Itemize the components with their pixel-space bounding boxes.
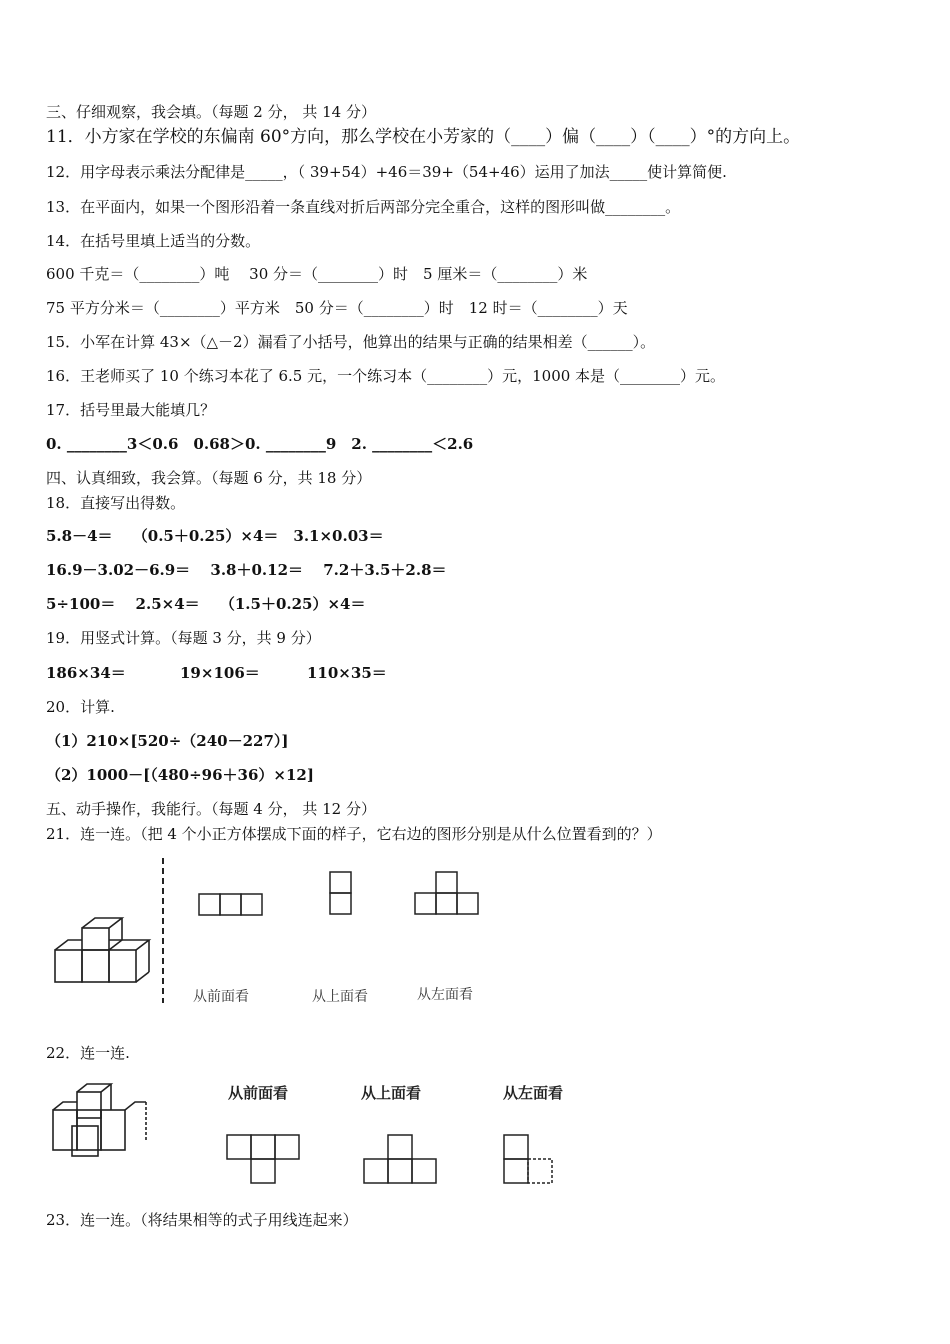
question-12: 12．用字母表示乘法分配律是_____，（ 39+54）+46＝39+（54+46）运用了加法_____使计算简便.	[46, 163, 727, 181]
question-18-row-3: 5÷100＝ 2.5×4＝ （1.5＋0.25）×4＝	[46, 595, 366, 613]
q22-caption-left: 从左面看	[503, 1084, 564, 1102]
question-19-item-1: 186×34＝	[46, 664, 126, 682]
question-17: 17．括号里最大能填几？	[46, 401, 216, 419]
q22-caption-front: 从前面看	[228, 1084, 289, 1102]
question-14-row-2: 75 平方分米＝（________）平方米 50 分＝（________）时 12 时＝（________）天	[46, 299, 628, 317]
question-20-part-2: （2）1000－[（480÷96＋36）×12]	[46, 766, 314, 784]
q21-cube-stack-figure	[50, 910, 155, 990]
question-14: 14．在括号里填上适当的分数。	[46, 232, 261, 250]
section-3-header: 三、仔细观察，我会填。（每题 2 分， 共 14 分）	[46, 103, 376, 121]
question-13: 13．在平面内，如果一个图形沿着一条直线对折后两部分完全重合，这样的图形叫做________。	[46, 198, 681, 216]
question-18-row-1: 5.8－4＝ （0.5＋0.25）×4＝ 3.1×0.03＝	[46, 527, 384, 545]
section-5-header: 五、动手操作，我能行。（每题 4 分， 共 12 分）	[46, 800, 376, 818]
q21-top-view-shape	[329, 871, 353, 917]
question-16: 16．王老师买了 10 个练习本花了 6.5 元，一个练习本（________）元，1000 本是（________）元。	[46, 367, 726, 385]
question-11: 11．小方家在学校的东偏南 60°方向，那么学校在小芳家的（____）偏（____）（____）°的方向上。	[46, 127, 801, 147]
question-18-row-2: 16.9－3.02－6.9＝ 3.8＋0.12＝ 7.2＋3.5＋2.8＝	[46, 561, 447, 579]
q22-caption-top: 从上面看	[361, 1084, 422, 1102]
question-20: 20．计算.	[46, 698, 115, 716]
question-20-part-1: （1）210×[520÷（240－227）]	[46, 732, 289, 750]
question-23: 23．连一连。（将结果相等的式子用线连起来）	[46, 1211, 358, 1229]
question-22: 22．连一连.	[46, 1044, 130, 1062]
question-19-item-2: 19×106＝	[180, 664, 260, 682]
q21-front-view-shape	[198, 893, 266, 917]
q21-caption-top: 从上面看	[312, 989, 368, 1005]
question-21: 21．连一连。（把 4 个小正方体摆成下面的样子，它右边的图形分别是从什么位置看到的？）	[46, 825, 662, 843]
q22-left-view-shape	[503, 1134, 555, 1186]
q21-caption-front: 从前面看	[193, 989, 249, 1005]
question-18: 18．直接写出得数。	[46, 494, 186, 512]
question-19-item-3: 110×35＝	[307, 664, 387, 682]
question-15: 15．小军在计算 43×（△－2）漏看了小括号，他算出的结果与正确的结果相差（______）。	[46, 333, 656, 351]
q21-left-view-shape	[414, 871, 482, 917]
q22-top-view-shape	[363, 1134, 439, 1186]
q21-dashed-divider	[160, 858, 166, 1003]
section-4-header: 四、认真细致，我会算。（每题 6 分，共 18 分）	[46, 469, 372, 487]
question-14-row-1: 600 千克＝（________）吨 30 分＝（________）时 5 厘米＝（________）米	[46, 265, 588, 283]
q21-caption-left: 从左面看	[417, 987, 473, 1003]
question-17-row: 0. ________3＜0.6 0.68＞0. ________9 2. ________＜2.6	[46, 435, 474, 453]
question-19: 19．用竖式计算。（每题 3 分，共 9 分）	[46, 629, 321, 647]
q22-front-view-shape	[226, 1134, 302, 1186]
q22-cube-arrangement-figure	[50, 1080, 150, 1160]
